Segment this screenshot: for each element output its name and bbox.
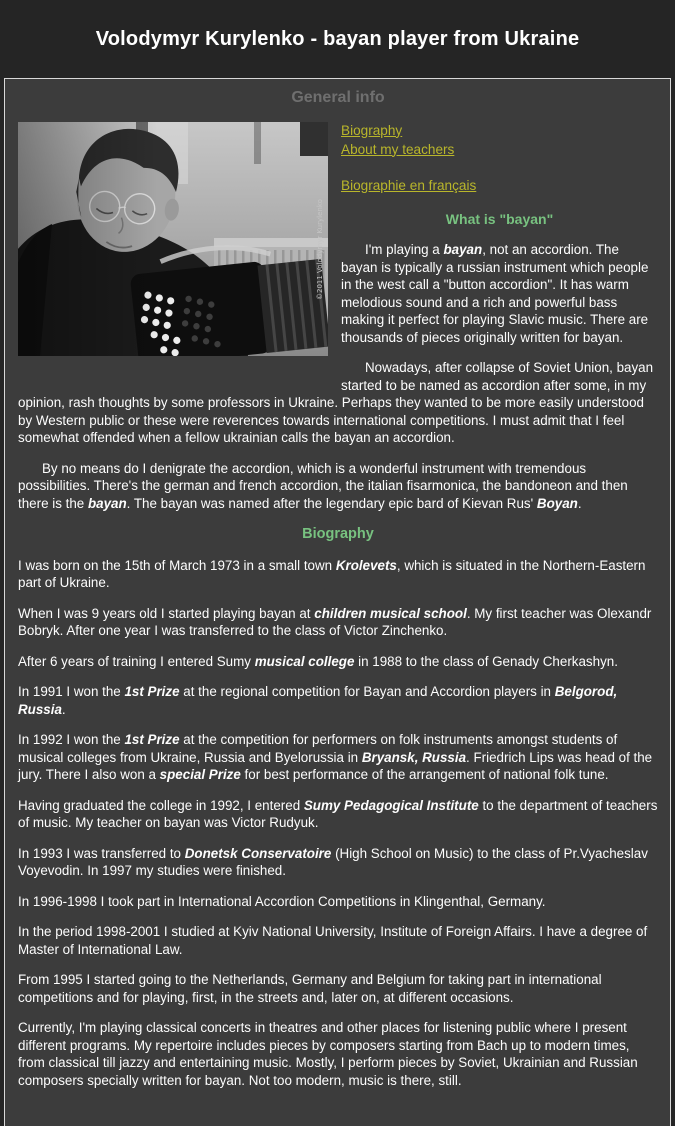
link-biography[interactable]: Biography xyxy=(341,122,403,138)
portrait-photo-graphic xyxy=(18,122,328,356)
bio-paragraph-4: In 1991 I won the 1st Prize at the regional competition for Bayan and Accordion players in Belgorod, Russia. xyxy=(18,684,618,717)
bayan-paragraph-1: I'm playing a bayan, not an accordion. The bayan is typically a russian instrument which people in the west call a "button accordion". It has warm melodious sound and a rich and powerful bass making it perfect for playing Slavic music. There are thousands of pieces originally written for bayan. xyxy=(341,242,649,345)
link-about-my-teachers[interactable]: About my teachers xyxy=(341,141,455,157)
page-title: Volodymyr Kurylenko - bayan player from Ukraine xyxy=(95,27,580,50)
bio-paragraph-1: I was born on the 15th of March 1973 in a small town Krolevets, which is situated in the Northern-Eastern part of Ukraine. xyxy=(18,557,646,590)
link-biographie-en-francais[interactable]: Biographie en français xyxy=(341,177,477,193)
what-is-bayan-heading: What is "bayan" xyxy=(445,210,554,227)
photo-copyright: ©2011 Volodymyr Kurylenko xyxy=(316,198,324,300)
masthead xyxy=(0,0,675,78)
bio-paragraph-5: In 1992 I won the 1st Prize at the competition for performers on folk instruments amongst students of musical colleges from Ukraine, Russia and Byelorussia in Bryansk, Russia. Friedrich Lips was head of the jury. There I also won a special Prize for best performance of the arrangement of national folk tune. xyxy=(18,732,653,782)
bio-paragraph-9: In the period 1998-2001 I studied at Kyiv National University, Institute of Foreign Affairs. I have a degree of Master of International Law. xyxy=(18,924,648,957)
portrait-photo xyxy=(18,122,328,356)
bio-paragraph-11: Currently, I'm playing classical concerts in theatres and other places for listening public where I present different programs. My repertoire includes pieces by composers starting from Bach up to modern times, from classical till jazzy and entertaining music. Mostly, I perform pieces by Soviet, Ukrainian and Russian composers specially written for bayan. Not too modern, music is there, still. xyxy=(18,1020,638,1088)
photo-vignette xyxy=(18,122,328,356)
bio-paragraph-6: Having graduated the college in 1992, I entered Sumy Pedagogical Institute to the department of teachers of music. My teacher on bayan was Victor Rudyuk. xyxy=(18,797,658,830)
bio-paragraph-8: In 1996-1998 I took part in International Accordion Competitions in Klingenthal, Germany. xyxy=(18,893,546,909)
general-info-heading: General info xyxy=(291,89,385,106)
bio-paragraph-7: In 1993 I was transferred to Donetsk Conservatoire (High School on Music) to the class of Pr.Vyacheslav Voyevodin. In 1997 my studies were finished. xyxy=(18,845,648,878)
bayan-paragraph-3: By no means do I denigrate the accordion, which is a wonderful instrument with tremendous possibilities. There's the german and french accordion, the italian fisarmonica, the bandoneon and then there is the bayan. The bayan was named after the legendary epic bard of Kievan Rus' Boyan. xyxy=(18,460,628,511)
bio-paragraph-10: From 1995 I started going to the Netherlands, Germany and Belgium for taking part in international competitions and for playing, first, in the streets and, later on, at different occasions. xyxy=(18,972,602,1005)
content-panel xyxy=(4,78,671,1126)
bio-paragraph-3: After 6 years of training I entered Sumy musical college in 1988 to the class of Genady Cherkashyn. xyxy=(18,653,618,669)
biography-heading: Biography xyxy=(302,526,374,542)
bayan-paragraph-2: Nowadays, after collapse of Soviet Union, bayan started to be named as accordion after some, in my opinion, rash thoughts by some professors in Ukraine. Perhaps they wanted to be more easily understood by Western public or these were reverences towards international competitions. I must admit that I feel somewhat offended when a fellow ukrainian calls the bayan an accordion. xyxy=(18,360,654,445)
bio-paragraph-2: When I was 9 years old I started playing bayan at children musical school. My first teacher was Olexandr Bobryk. After one year I was transferred to the class of Victor Zinchenko. xyxy=(18,605,652,638)
